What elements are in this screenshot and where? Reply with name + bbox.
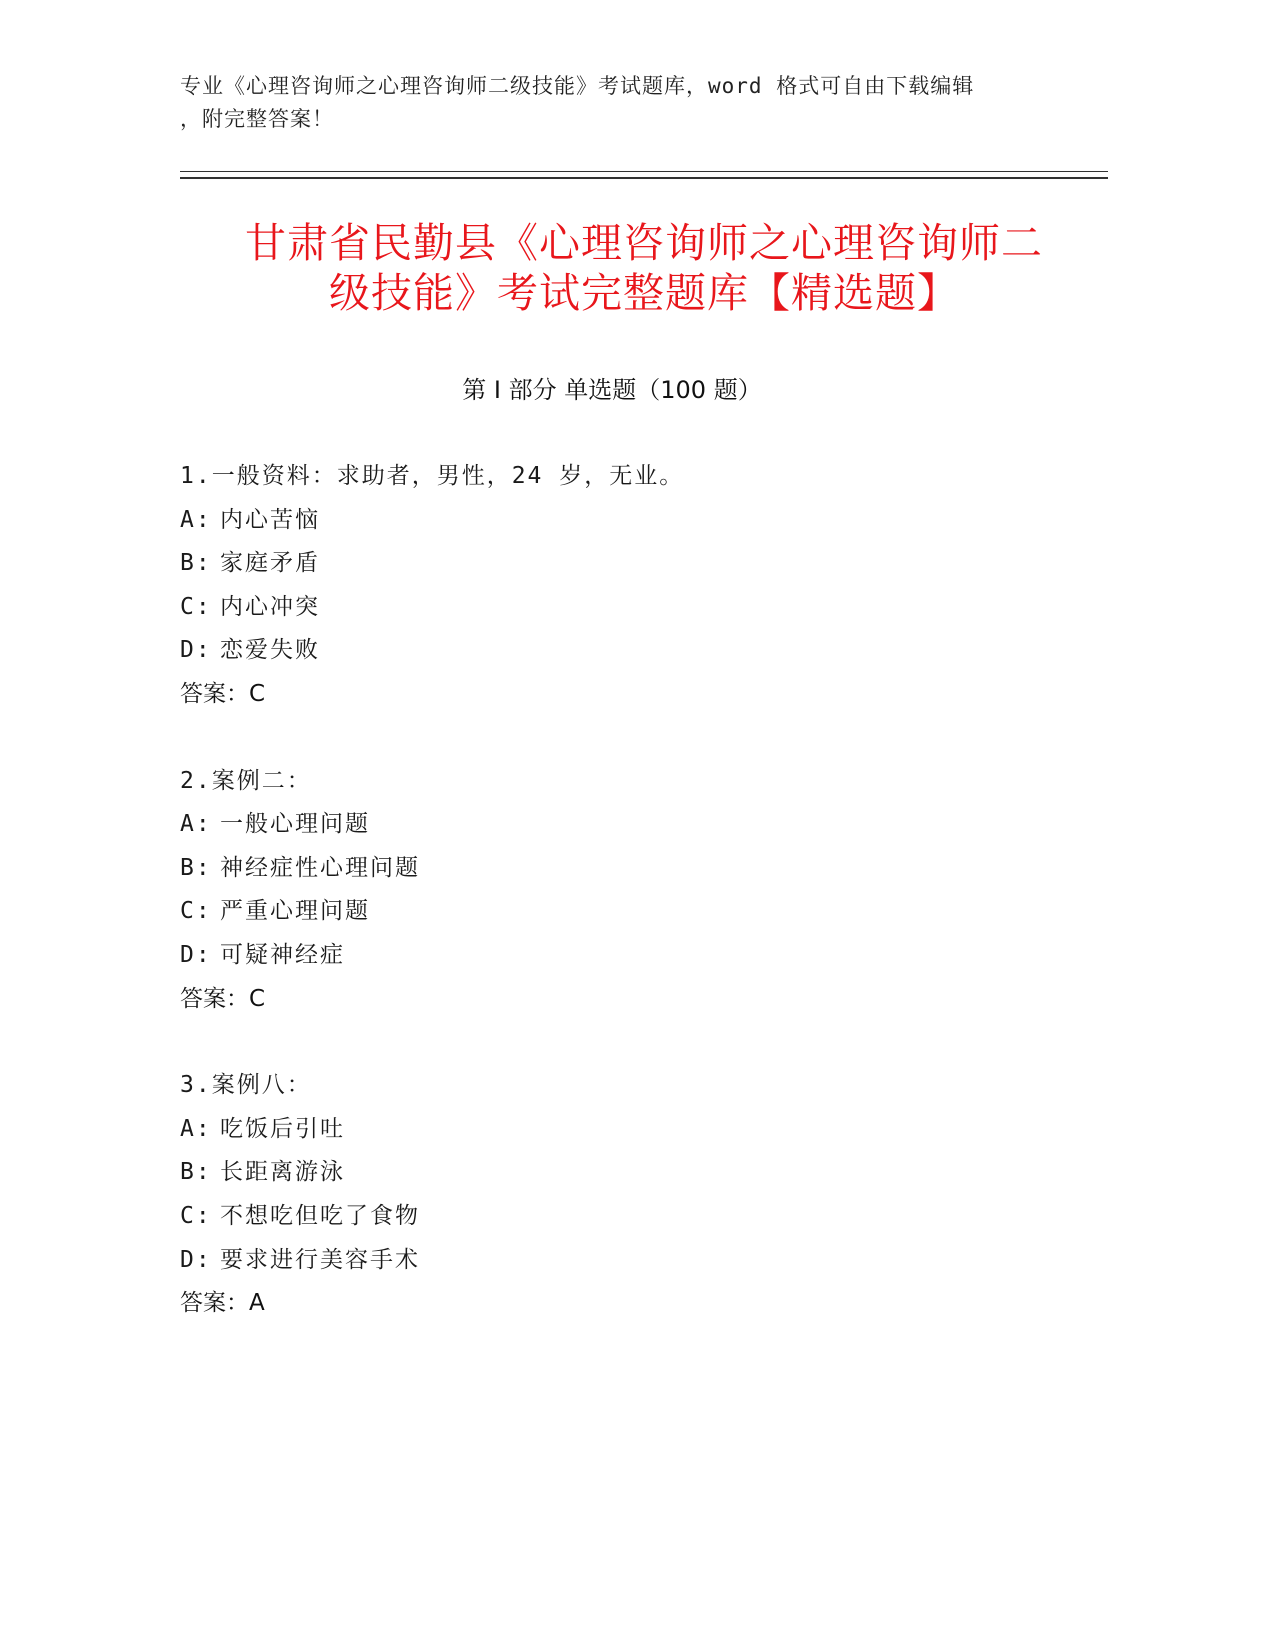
option-letter: B: bbox=[180, 854, 212, 881]
option-text: 严重心理问题 bbox=[220, 898, 370, 925]
option-letter: A: bbox=[180, 506, 212, 533]
header-note-line1: 专业《心理咨询师之心理咨询师二级技能》考试题库，word 格式可自由下载编辑 bbox=[180, 74, 975, 98]
option-b bbox=[180, 1151, 1080, 1195]
question-item bbox=[180, 760, 1080, 1022]
option-letter: A: bbox=[180, 1115, 212, 1142]
header-note bbox=[180, 70, 1040, 136]
header-divider-thin bbox=[180, 171, 1108, 172]
option-letter: D: bbox=[180, 1246, 212, 1273]
option-letter: C: bbox=[180, 593, 212, 620]
section-title: 第 I 部分 单选题（100 题） bbox=[462, 376, 762, 404]
document-title-line2: 级技能》考试完整题库【精选题】 bbox=[329, 269, 959, 317]
question-item bbox=[180, 455, 1080, 717]
option-text: 吃饭后引吐 bbox=[220, 1115, 345, 1142]
option-text: 内心冲突 bbox=[220, 593, 320, 620]
option-text: 要求进行美容手术 bbox=[220, 1246, 420, 1273]
option-c bbox=[180, 890, 1080, 934]
option-a bbox=[180, 1108, 1080, 1152]
question-stem: 2.案例二： bbox=[180, 767, 312, 794]
option-b bbox=[180, 847, 1080, 891]
option-text: 一般心理问题 bbox=[220, 811, 370, 838]
document-title-line1: 甘肃省民勤县《心理咨询师之心理咨询师二 bbox=[245, 219, 1043, 267]
option-text: 长距离游泳 bbox=[220, 1159, 345, 1186]
option-text: 家庭矛盾 bbox=[220, 550, 320, 577]
question-list bbox=[180, 455, 1080, 1369]
option-letter: A: bbox=[180, 811, 212, 838]
option-d bbox=[180, 934, 1080, 978]
document-title bbox=[180, 218, 1108, 318]
answer-text: 答案：A bbox=[180, 1290, 265, 1317]
answer-text: 答案：C bbox=[180, 985, 266, 1012]
option-letter: D: bbox=[180, 941, 212, 968]
option-letter: D: bbox=[180, 637, 212, 664]
question-stem: 1.一般资料：求助者，男性，24 岁，无业。 bbox=[180, 463, 685, 489]
question-stem: 3.案例八： bbox=[180, 1072, 312, 1099]
question-item bbox=[180, 1064, 1080, 1326]
option-text: 神经症性心理问题 bbox=[220, 854, 420, 881]
option-letter: B: bbox=[180, 550, 212, 577]
option-letter: C: bbox=[180, 1202, 212, 1229]
option-letter: B: bbox=[180, 1159, 212, 1186]
option-c bbox=[180, 1195, 1080, 1239]
header-note-line2: ，附完整答案！ bbox=[180, 107, 334, 131]
option-letter: C: bbox=[180, 898, 212, 925]
option-a bbox=[180, 803, 1080, 847]
option-d bbox=[180, 629, 1080, 673]
option-text: 可疑神经症 bbox=[220, 941, 345, 968]
option-text: 内心苦恼 bbox=[220, 506, 320, 533]
option-text: 不想吃但吃了食物 bbox=[220, 1202, 420, 1229]
option-b bbox=[180, 542, 1080, 586]
answer-text: 答案：C bbox=[180, 680, 266, 707]
option-a bbox=[180, 499, 1080, 543]
header-divider-thick bbox=[180, 177, 1108, 179]
option-text: 恋爱失败 bbox=[220, 637, 320, 664]
option-c bbox=[180, 586, 1080, 630]
option-d bbox=[180, 1239, 1080, 1283]
